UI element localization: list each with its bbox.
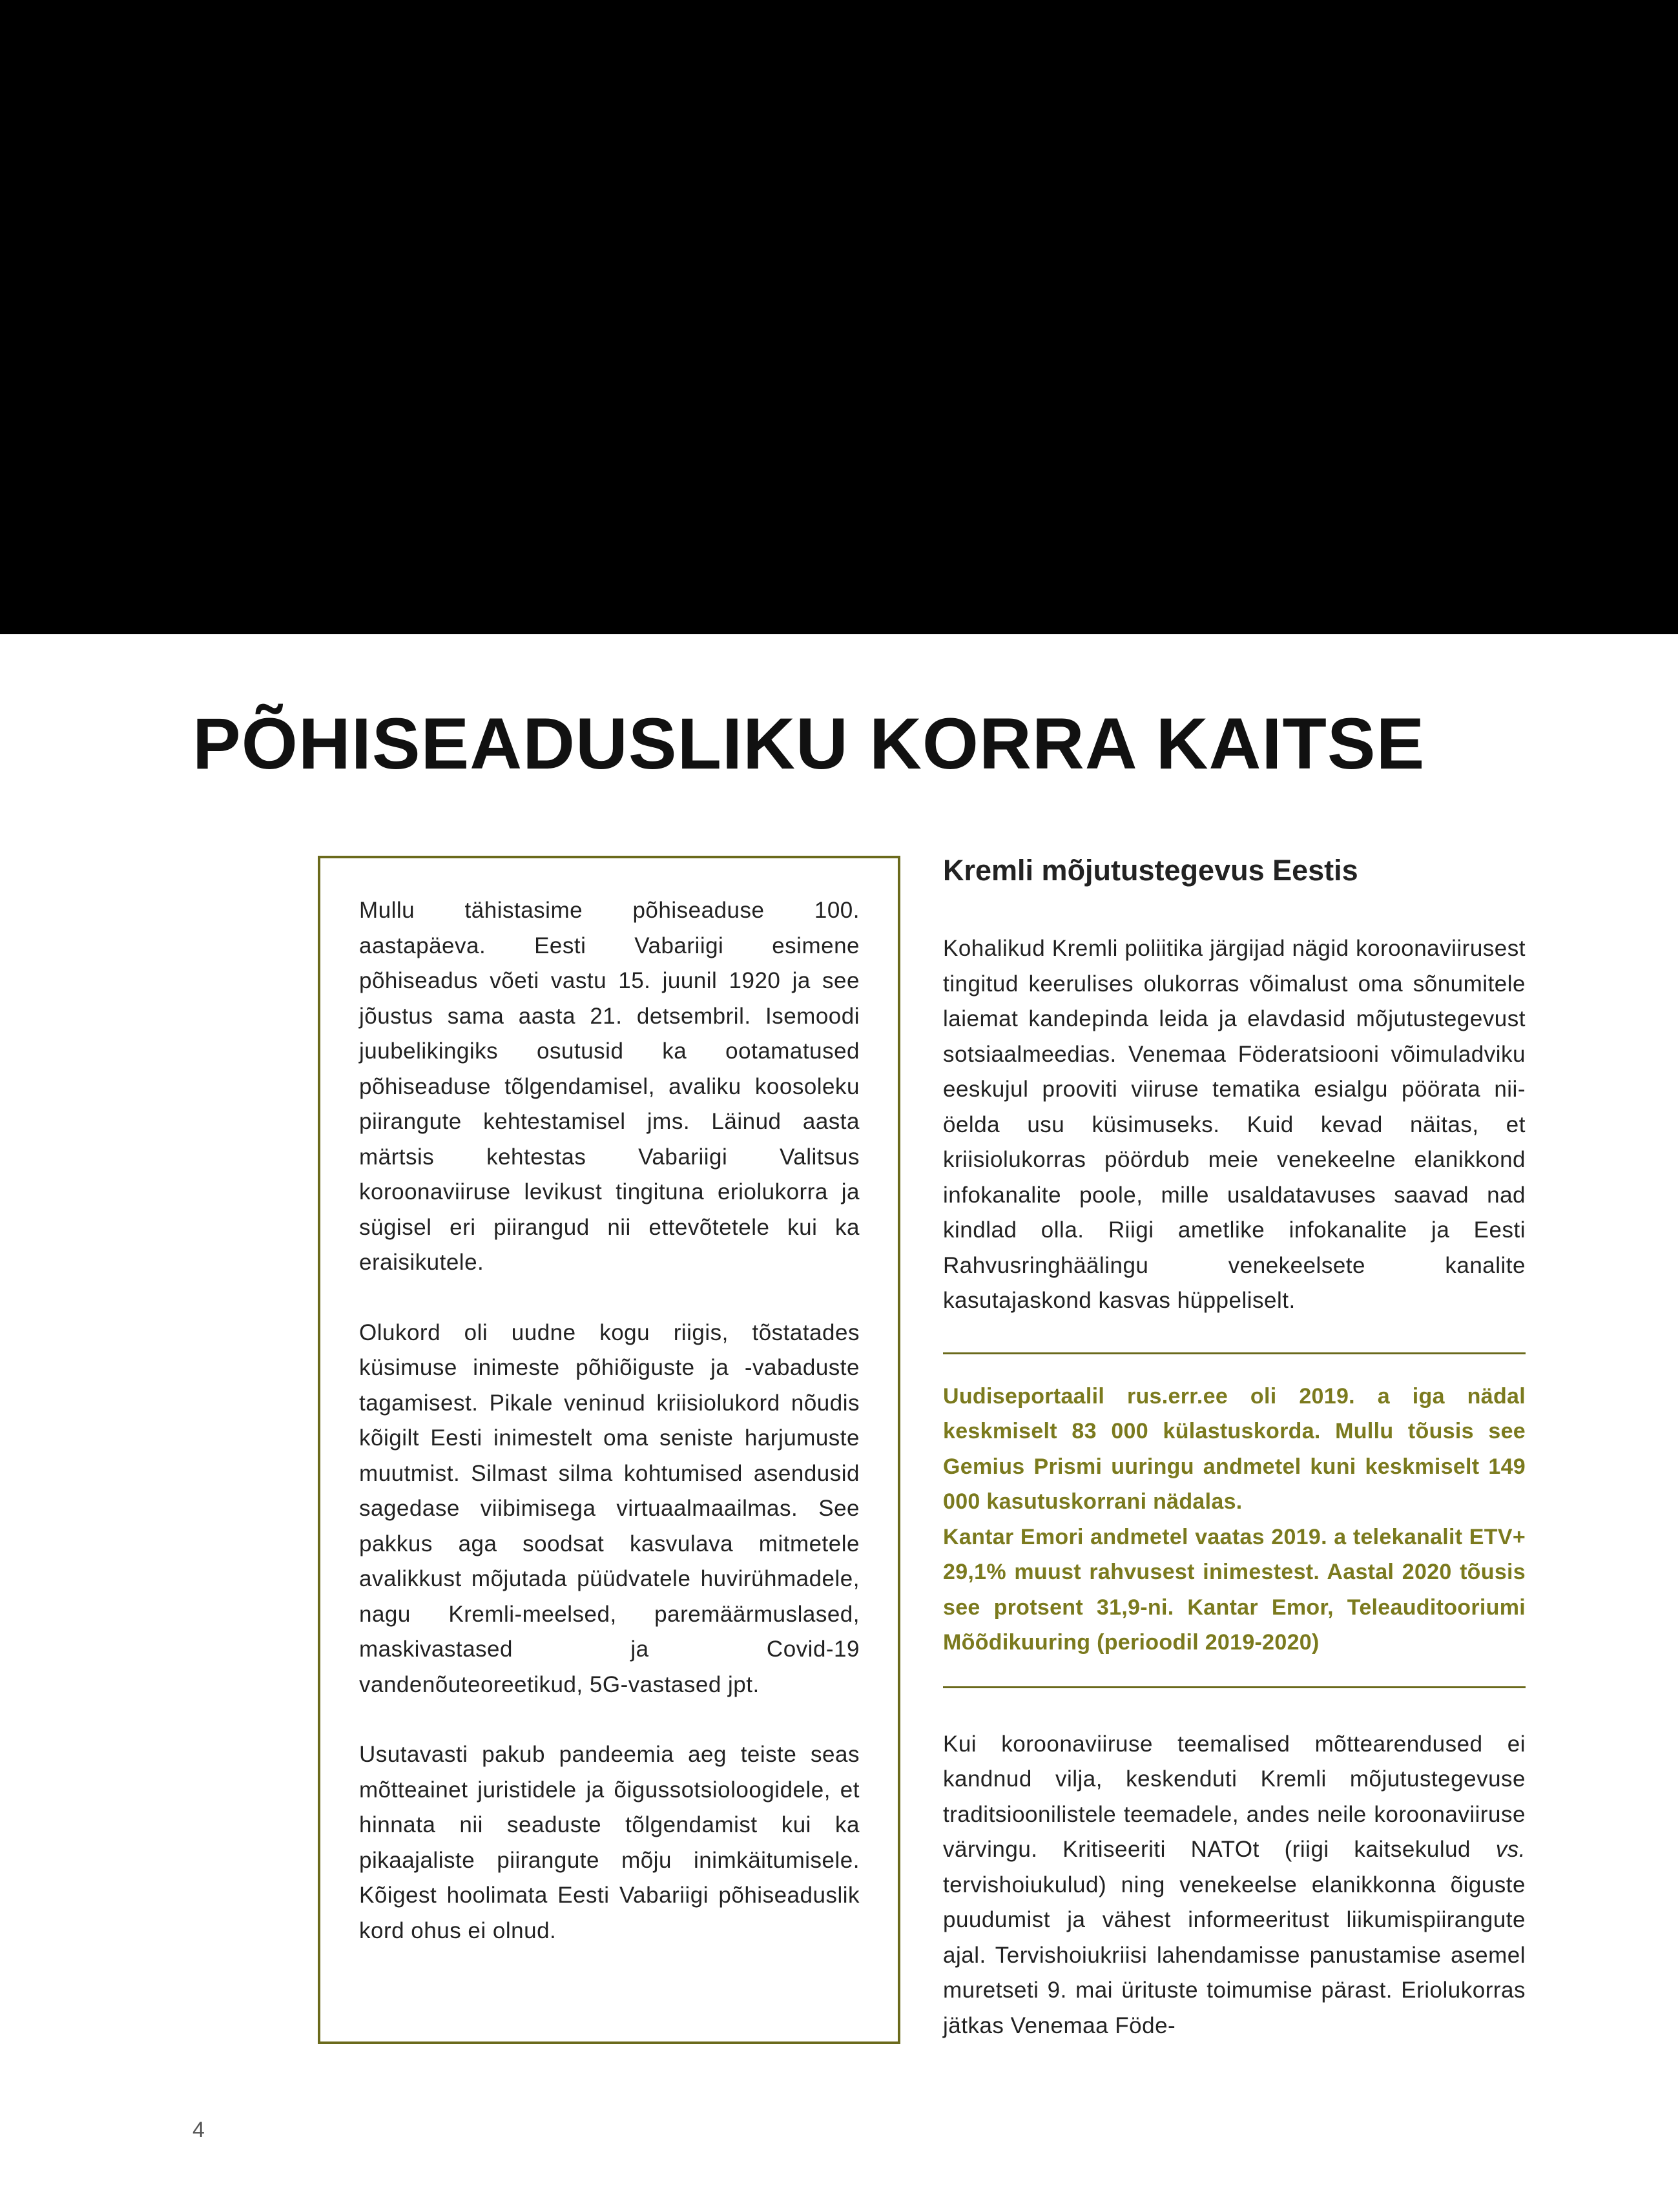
intro-box [318, 856, 900, 2044]
intro-paragraph: Usutavasti pakub pandeemia aeg teiste seas mõtteainet juristidele ja õigussotsioloogidele, et hinnata nii seaduste tõlgendamist kui ka pikaajaliste piirangute mõju inimkäitumisele. Kõigest hoolimata Eesti Vabariigi põhiseaduslik kord ohus ei olnud. [359, 1742, 860, 1943]
intro-paragraph: Olukord oli uudne kogu riigis, tõstatades küsimuse inimeste põhiõiguste ja -vabaduste tagamisest. Pikale veninud kriisiolukord nõudis kõigilt Eesti inimestelt oma seniste harjumuste muutmist. Silmast silma kohtumised asendusid sagedase viibimisega virtuaalmaailmas. See pakkus aga soodsat kasvulava mitmetele avalikkust mõjutada püüdvatele huvirühmadele, nagu Kremli-meelsed, paremäärmuslased, maskivastased ja Covid-19 vandenõuteoreetikud, 5G-vastased jpt. [359, 1319, 860, 1697]
continuation-text: tervishoiukulud) ning venekeelse elanikkonna õiguste puudumist ja vähest informeeritust liikumispiirangute ajal. Tervishoiukriisi lahendamisse panustamise asemel muretseti 9. mai ürituste toimumise pärast. Eriolukorras jätkas Venemaa Föde- [943, 1872, 1526, 2038]
continuation-text: Kui koroonaviiruse teemalised mõttearendused ei kandnud vilja, keskenduti Kremli mõjutustegevuse traditsioonilistele teemadele, andes neile koroonaviiruse värvingu. Kritiseeriti NATOt (riigi kaitsekulud [943, 1731, 1526, 1862]
divider [943, 1686, 1526, 1688]
hero-image [0, 0, 1678, 634]
intro-paragraph: Mullu tähistasime põhiseaduse 100. aastapäeva. Eesti Vabariigi esimene põhiseadus võeti vastu 15. juunil 1920 ja see jõustus sama aasta 21. detsembril. Isemoodi juubelikingiks osutusid ka ootamatused põhiseaduse tõlgendamisel, avaliku koosoleku piirangute kehtestamisel jms. Läinud aasta märtsis kehtestas Vabariigi Valitsus koroonaviiruse levikust tingituna eriolukorra ja sügisel eri piirangud nii ettevõtetele kui ka eraisikutele. [359, 898, 860, 1275]
section-intro: Kohalikud Kremli poliitika järgijad nägid koroonaviirusest tingitud keerulises olukorras võimalust oma sõnumitele laiemat kandepinda leida ja elavdasid mõjutustegevust sotsiaalmeedias. Venemaa Föderatsiooni võimuladviku eeskujul prooviti viiruse tematika esialgu pöörata nii-öelda usu küsimuseks. Kuid kevad näitas, et kriisiolukorras pöördub meie venekeelne elanikkond infokanalite poole, mille usaldatavuses saavad nad kindlad olla. Riigi ametlike infokanalite ja Eesti Rahvusringhäälingu venekeelsete kanalite kasutajaskond kasvas hüppeliselt. [943, 936, 1526, 1313]
page-number: 4 [192, 2118, 205, 2142]
highlight-paragraph: Uudiseportaalil rus.err.ee oli 2019. a iga nädal keskmiselt 83 000 külastuskorda. Mullu tõusis see Gemius Prismi uuringu andmetel kuni keskmiselt 149 000 kasutuskorrani nädalas. [943, 1383, 1526, 1514]
article-column [943, 851, 1526, 2043]
statistics-highlight [943, 1354, 1526, 1686]
highlight-paragraph: Kantar Emori andmetel vaatas 2019. a telekanalit ETV+ 29,1% muust rahvusest inimestest. Aastal 2020 tõusis see protsent 31,9-ni. Kantar Emor, Teleauditooriumi Mõõdikuuring (perioodil 2019-2020) [943, 1524, 1526, 1655]
versus-abbrev: vs. [1495, 1837, 1526, 1862]
section-continuation [943, 1727, 1526, 2044]
intro-box-text [359, 893, 860, 1983]
page-title: PÕHISEADUSLIKU KORRA KAITSE [192, 703, 1425, 784]
section-heading: Kremli mõjutustegevus Eestis [943, 854, 1358, 887]
